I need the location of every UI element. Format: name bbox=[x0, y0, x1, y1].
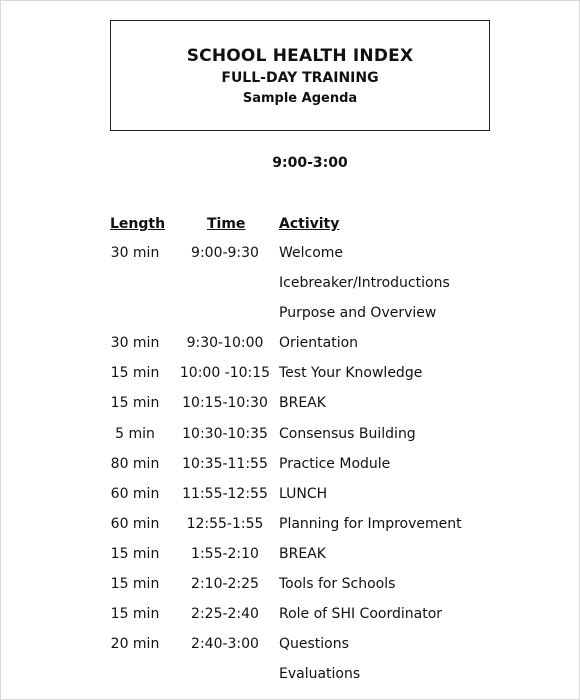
agenda-length: 20 min bbox=[110, 636, 160, 653]
agenda-row bbox=[0, 576, 580, 606]
agenda-activity: Planning for Improvement bbox=[279, 515, 462, 532]
agenda-time: 2:40-3:00 bbox=[191, 636, 259, 653]
agenda-activity: Test Your Knowledge bbox=[279, 365, 423, 382]
column-header-activity: Activity bbox=[279, 216, 340, 232]
agenda-length: 15 min bbox=[110, 545, 160, 562]
agenda-row bbox=[0, 606, 580, 636]
agenda-activity: BREAK bbox=[279, 395, 326, 412]
document-subtitle-agenda: Sample Agenda bbox=[242, 91, 358, 106]
agenda-activity: Practice Module bbox=[279, 455, 391, 472]
agenda-row bbox=[0, 486, 580, 516]
agenda-activity: Evaluations bbox=[279, 666, 361, 683]
agenda-row bbox=[0, 546, 580, 576]
column-header-time: Time bbox=[207, 216, 246, 232]
agenda-length: 15 min bbox=[110, 576, 160, 593]
agenda-time: 12:55-1:55 bbox=[186, 515, 264, 532]
agenda-length: 60 min bbox=[110, 485, 160, 502]
agenda-activity: Questions bbox=[279, 636, 349, 653]
agenda-length: 30 min bbox=[110, 245, 160, 261]
agenda-length: 5 min bbox=[115, 425, 155, 442]
agenda-activity: Consensus Building bbox=[279, 425, 416, 442]
agenda-row bbox=[0, 275, 580, 305]
agenda-activity: Orientation bbox=[279, 335, 359, 352]
agenda-row bbox=[0, 365, 580, 395]
agenda-time: 9:30-10:00 bbox=[186, 335, 264, 352]
agenda-time: 2:25-2:40 bbox=[191, 606, 259, 623]
agenda-length: 15 min bbox=[110, 365, 160, 382]
agenda-time: 9:00-9:30 bbox=[191, 245, 259, 261]
agenda-row bbox=[0, 395, 580, 425]
agenda-activity: BREAK bbox=[279, 545, 326, 562]
document-subtitle: FULL-DAY TRAINING bbox=[221, 70, 379, 86]
agenda-row bbox=[0, 516, 580, 546]
agenda-row bbox=[0, 426, 580, 456]
agenda-length: 15 min bbox=[110, 606, 160, 623]
agenda-activity: Role of SHI Coordinator bbox=[279, 606, 443, 623]
title-box bbox=[110, 20, 490, 131]
agenda-row bbox=[0, 636, 580, 666]
agenda-length: 30 min bbox=[110, 335, 160, 352]
agenda-activity: Tools for Schools bbox=[279, 576, 396, 593]
column-header-length: Length bbox=[110, 216, 166, 232]
agenda-row bbox=[0, 305, 580, 335]
agenda-time: 10:15-10:30 bbox=[182, 395, 268, 412]
agenda-time: 10:30-10:35 bbox=[182, 425, 268, 442]
agenda-activity: LUNCH bbox=[279, 485, 328, 502]
agenda-time: 1:55-2:10 bbox=[191, 545, 259, 562]
agenda-row bbox=[0, 335, 580, 365]
agenda-time: 10:35-11:55 bbox=[182, 455, 268, 472]
agenda-length: 80 min bbox=[110, 455, 160, 472]
agenda-table bbox=[0, 245, 580, 696]
time-range: 9:00-3:00 bbox=[272, 155, 348, 171]
agenda-time: 10:00 -10:15 bbox=[179, 365, 271, 382]
agenda-time: 2:10-2:25 bbox=[191, 576, 259, 593]
document-title: SCHOOL HEALTH INDEX bbox=[186, 46, 414, 66]
agenda-activity: Purpose and Overview bbox=[279, 305, 437, 322]
agenda-length: 60 min bbox=[110, 515, 160, 532]
agenda-row bbox=[0, 666, 580, 696]
agenda-row bbox=[0, 456, 580, 486]
agenda-length: 15 min bbox=[110, 395, 160, 412]
agenda-activity: Icebreaker/Introductions bbox=[279, 275, 450, 292]
agenda-row bbox=[0, 245, 580, 275]
agenda-time: 11:55-12:55 bbox=[182, 485, 268, 502]
agenda-activity: Welcome bbox=[279, 245, 344, 261]
